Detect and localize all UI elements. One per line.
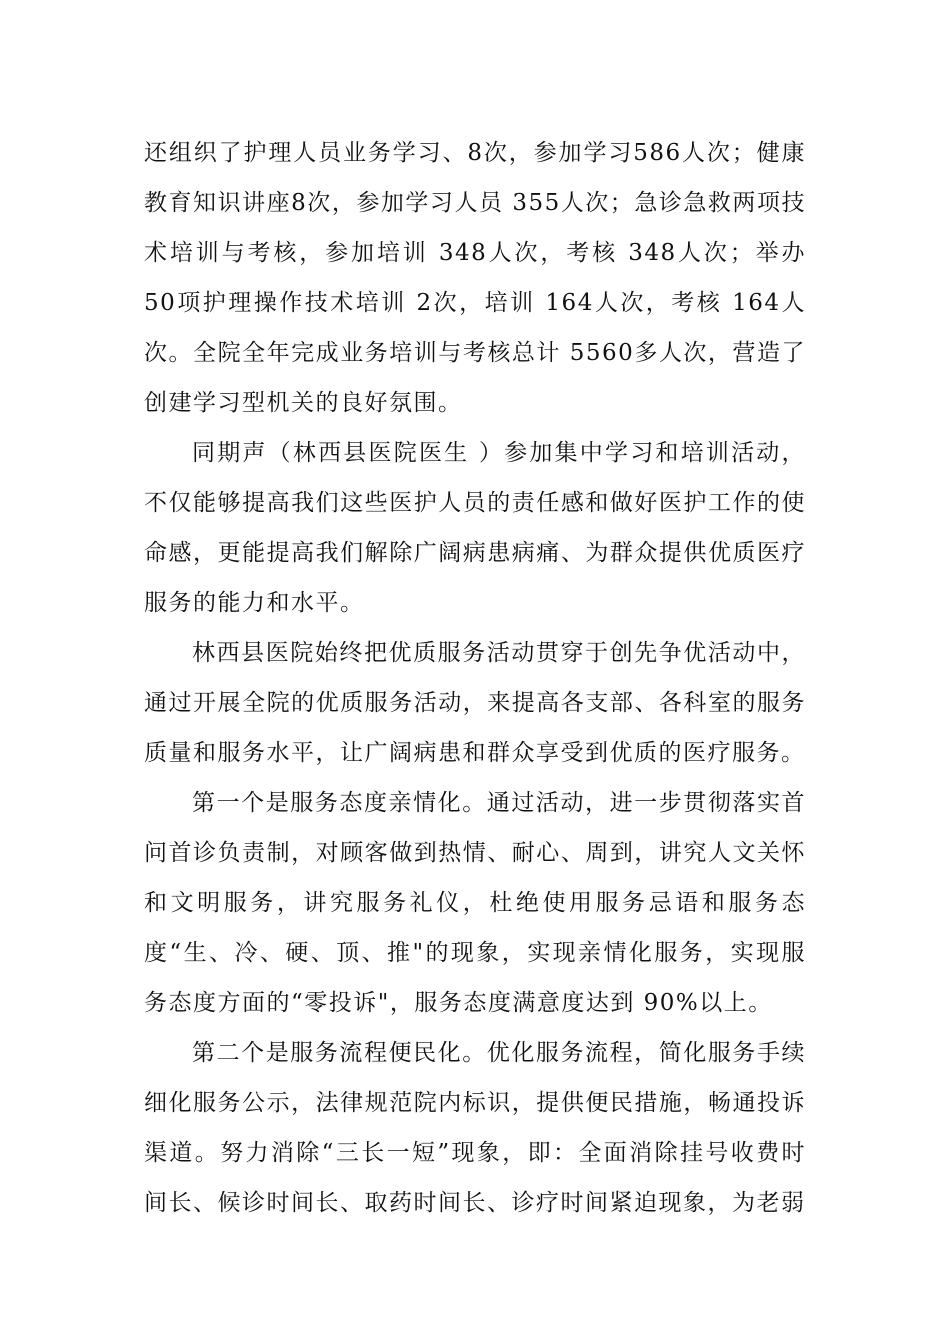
- paragraph-service-attitude: 第一个是服务态度亲情化。通过活动，进一步贯彻落实首问首诊负责制，对顾客做到热情、耐心、周到，讲究人文关怀和文明服务，讲究服务礼仪，杜绝使用服务忌语和服务态度“生、冷、硬、顶、推"的现象，实现亲情化服务，实现服务态度方面的“零投诉"，服务态度满意度达到 90%以上。: [144, 790, 806, 1016]
- body-text: [144, 128, 806, 1228]
- paragraph-soundbite: 同期声（林西县医院医生 ）参加集中学习和培训活动，不仅能够提高我们这些医护人员的责任感和做好医护工作的使命感，更能提高我们解除广阔病患病痛、为群众提供优质医疗服务的能力和水平。: [144, 440, 806, 616]
- paragraph-training-summary: 还组织了护理人员业务学习、8次，参加学习586人次；健康教育知识讲座8次，参加学习人员 355人次；急诊急救两项技术培训与考核，参加培训 348人次，考核 348人次；举办 50项护理操作技术培训 2次，培训 164人次，考核 164人次。全院全年完成业务培训与考核总计 5560多人次，营造了创建学习型机关的良好氛围。: [144, 140, 806, 416]
- paragraph-service-process: 第二个是服务流程便民化。优化服务流程，简化服务手续细化服务公示，法律规范院内标识，提供便民措施，畅通投诉渠道。努力消除“三长一短”现象，即：全面消除挂号收费时间长、候诊时间长、取药时间长、诊疗时间紧迫现象，为老弱: [144, 1040, 806, 1216]
- paragraph-quality-service: 林西县医院始终把优质服务活动贯穿于创先争优活动中，通过开展全院的优质服务活动，来提高各支部、各科室的服务质量和服务水平，让广阔病患和群众享受到优质的医疗服务。: [144, 640, 806, 766]
